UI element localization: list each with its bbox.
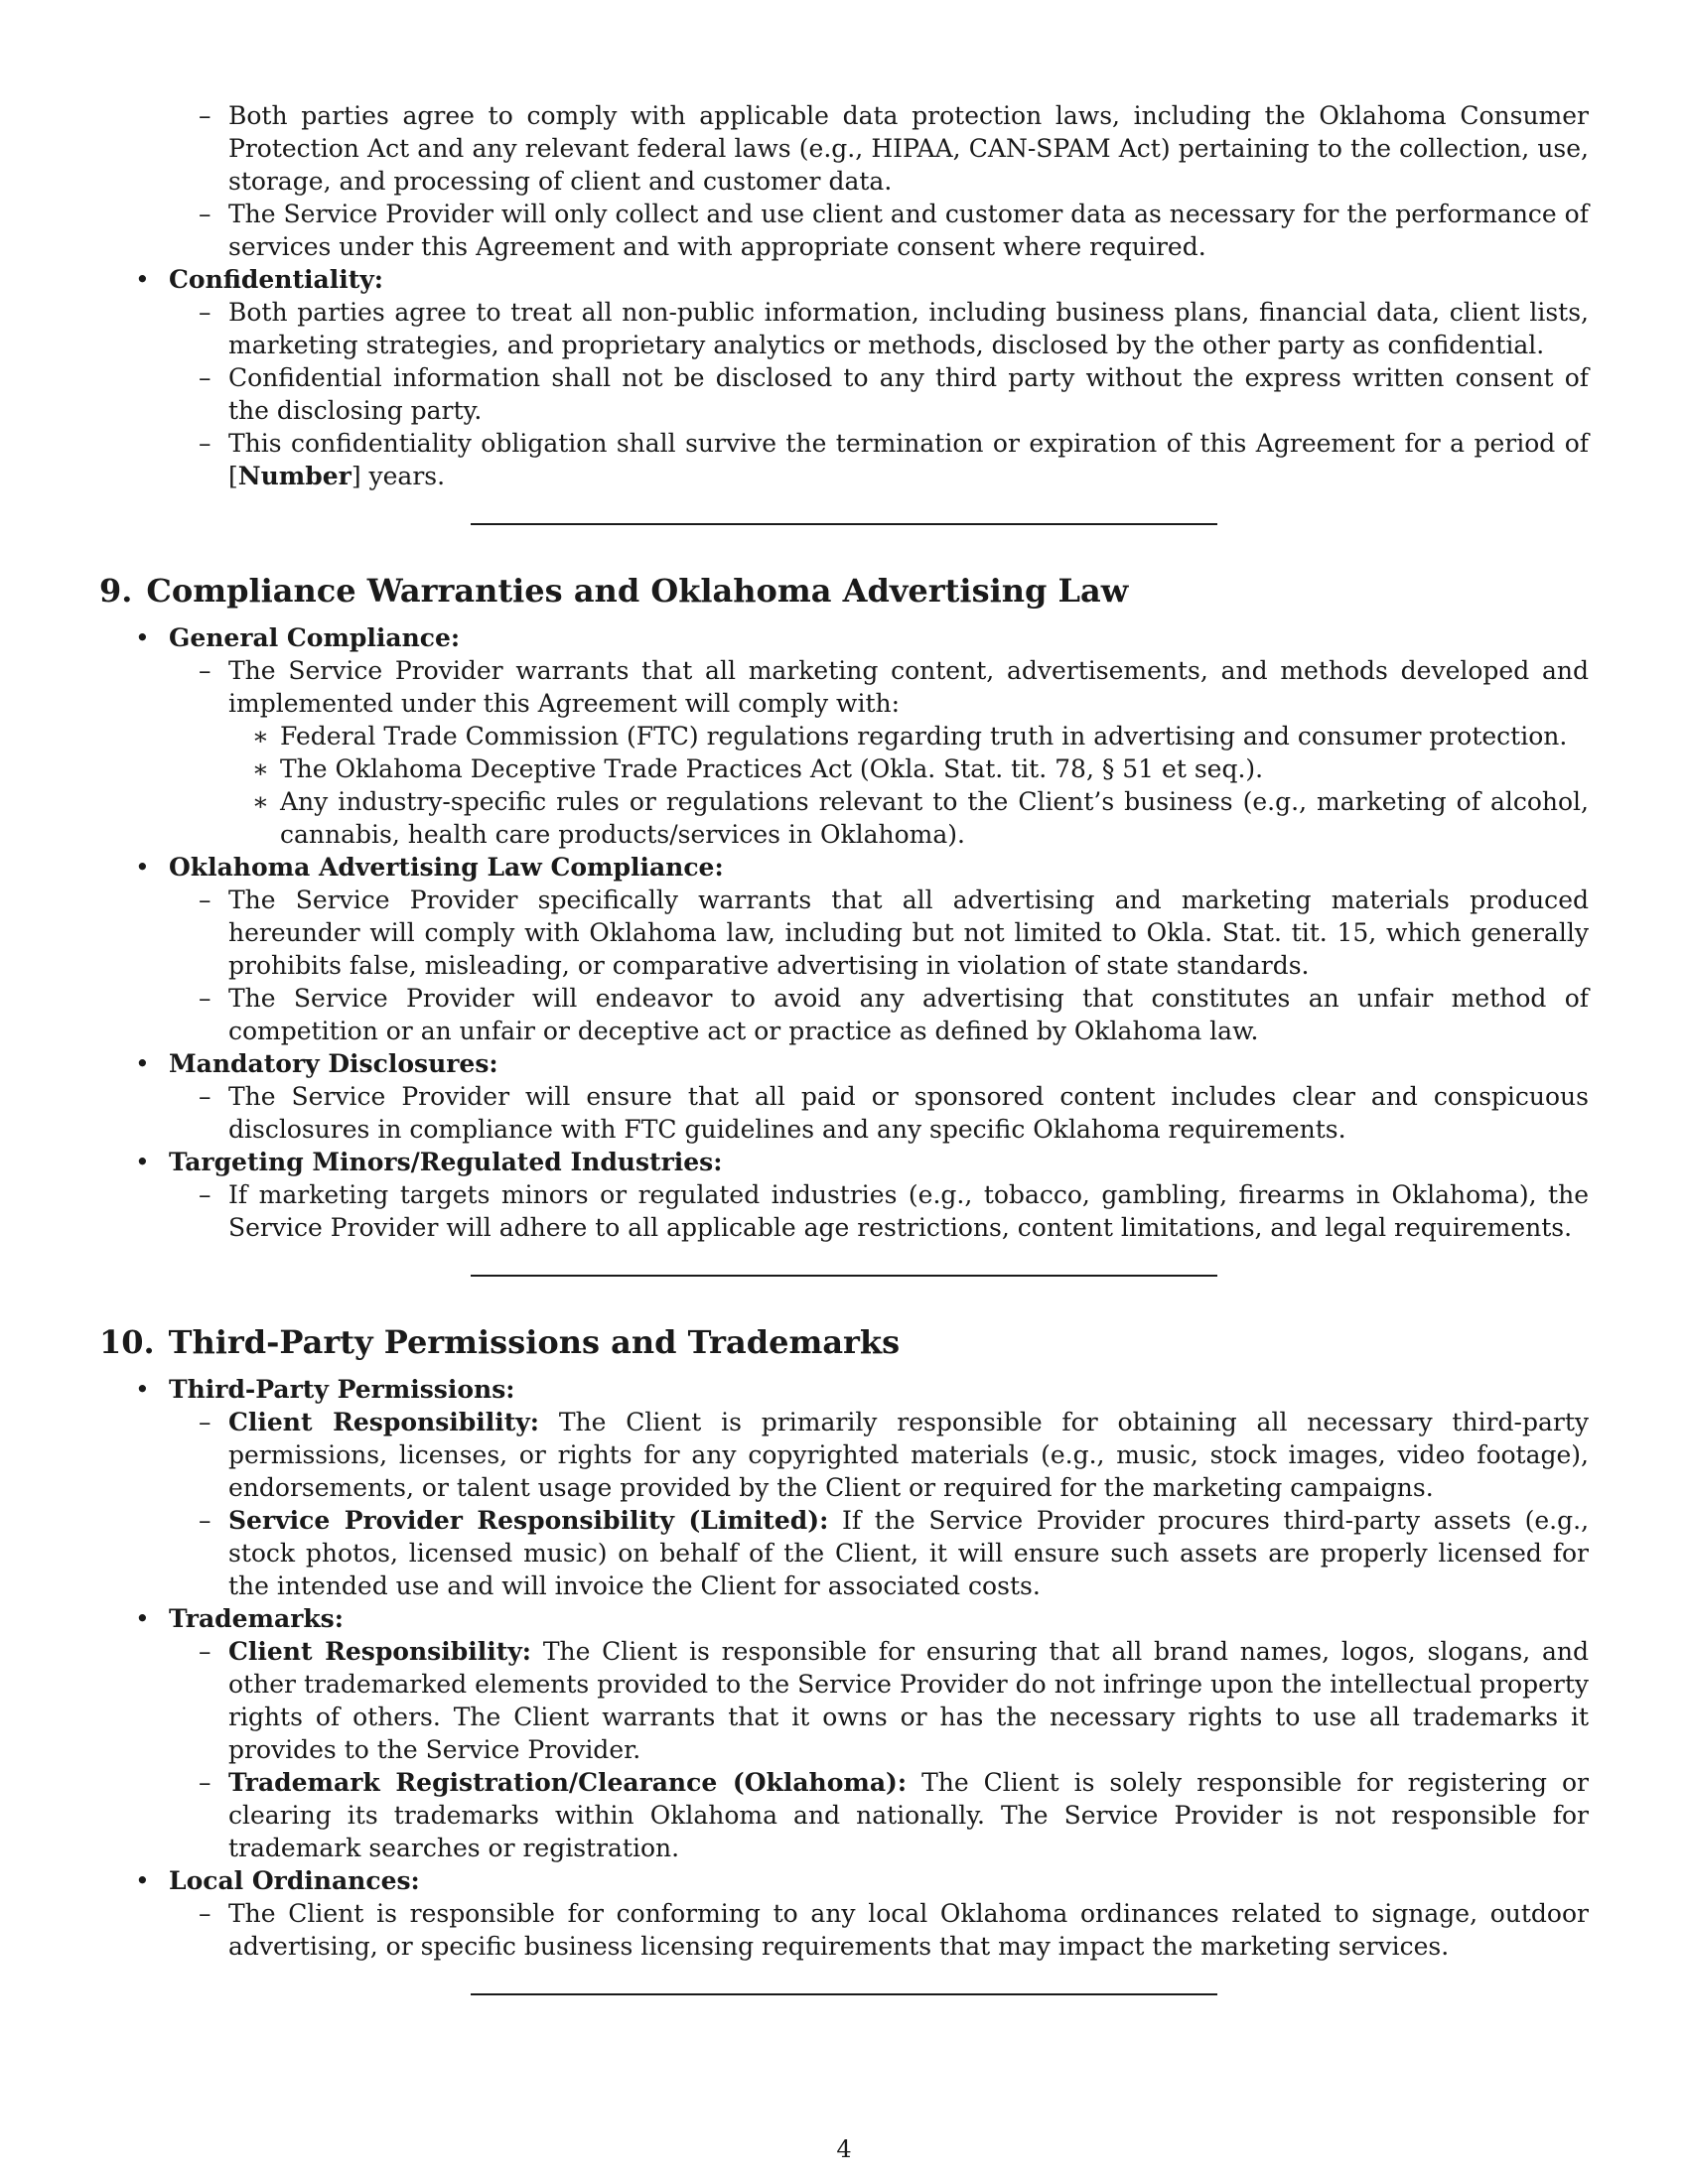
section-9-list (99, 621, 1589, 1244)
document-page (99, 99, 1589, 1995)
general-compliance-heading: General Compliance: (169, 623, 461, 652)
list-item: – The Service Provider will ensure that all paid or sponsored content includes clear and conspicuous disclosures in compliance with FTC guidelines and any specific Oklahoma requirements. (199, 1082, 1589, 1144)
list-item: – Client Responsibility: The Client is primarily responsible for obtaining all necessary third-party permissions, licenses, or rights for any copyrighted materials (e.g., music, stock images, video footage), endorsements, or talent usage provided by the Client or required for the marketing campaigns. (199, 1408, 1589, 1502)
targeting-minors-heading: Targeting Minors/Regulated Industries: (169, 1148, 723, 1176)
targeting-minors-item (99, 1146, 1589, 1244)
list-item: – Service Provider Responsibility (Limited): If the Service Provider procures third-party assets (e.g., stock photos, licensed music) on behalf of the Client, it will ensure such assets are properly licensed for the intended use and will invoice the Client for associated costs. (199, 1506, 1590, 1600)
list-item: ∗ Any industry-specific rules or regulations relevant to the Client’s business (e.g., marketing of alcohol, cannabis, health care products/services in Oklahoma). (252, 787, 1589, 849)
data-protection-item (99, 99, 1589, 263)
list-item: – Client Responsibility: The Client is responsible for ensuring that all brand names, logos, slogans, and other trademarked elements provided to the Service Provider do not infringe upon the intellectual property rights of others. The Client warrants that it owns or has the necessary rights to use all trademarks it provides to the Service Provider. (199, 1637, 1590, 1764)
bullet-icon: • (135, 623, 150, 652)
bullet-icon: • (135, 1604, 150, 1633)
asterisk-icon: ∗ (252, 754, 269, 783)
mandatory-disclosures-heading: Mandatory Disclosures: (169, 1049, 498, 1078)
third-party-permissions-item (99, 1373, 1589, 1602)
list-item: – The Service Provider specifically warrants that all advertising and marketing materials produced hereunder will comply with Oklahoma law, including but not limited to Okla. Stat. tit. 15, which generally prohibits false, misleading, or comparative advertising in violation of state standards. (199, 886, 1589, 980)
asterisk-icon: ∗ (252, 787, 269, 816)
oklahoma-compliance-heading: Oklahoma Advertising Law Compliance: (169, 853, 724, 882)
section-divider (471, 523, 1217, 525)
confidentiality-item (99, 263, 1589, 492)
confidentiality-heading: Confidentiality: (169, 265, 384, 294)
intro-list (99, 99, 1589, 492)
asterisk-icon: ∗ (252, 722, 269, 751)
list-item: – Confidential information shall not be disclosed to any third party without the express written consent of the disclosing party. (199, 363, 1589, 425)
local-ordinances-heading: Local Ordinances: (169, 1866, 420, 1895)
section-10-list (99, 1373, 1589, 1963)
trademarks-heading: Trademarks: (169, 1604, 344, 1633)
bullet-icon: • (135, 1049, 150, 1078)
local-ordinances-item (99, 1864, 1589, 1963)
oklahoma-compliance-item (99, 851, 1589, 1047)
compliance-sublist (228, 720, 1589, 851)
section-divider (471, 1993, 1217, 1995)
list-item: – Both parties agree to treat all non-public information, including business plans, financial data, client lists, marketing strategies, and proprietary analytics or methods, disclosed by the other party as confidential. (199, 298, 1589, 359)
third-party-permissions-heading: Third-Party Permissions: (169, 1375, 515, 1404)
bullet-icon: • (135, 1148, 150, 1176)
number-placeholder: Number (237, 462, 352, 490)
list-item: ∗ Federal Trade Commission (FTC) regulations regarding truth in advertising and consumer protection. (252, 722, 1568, 751)
list-item: – Trademark Registration/Clearance (Oklahoma): The Client is solely responsible for registering or clearing its trademarks within Oklahoma and nationally. The Service Provider is not responsible for trademark searches or registration. (199, 1768, 1589, 1862)
section-10-title: 10. Third-Party Permissions and Trademarks (99, 1323, 901, 1361)
page-number: 4 (836, 2135, 852, 2163)
trademarks-item (99, 1602, 1589, 1864)
bullet-icon: • (135, 1375, 150, 1404)
list-item: – The Client is responsible for conforming to any local Oklahoma ordinances related to signage, outdoor advertising, or specific business licensing requirements that may impact the marketing services. (199, 1899, 1589, 1961)
bullet-icon: • (135, 1866, 150, 1895)
list-item: – If marketing targets minors or regulated industries (e.g., tobacco, gambling, firearms in Oklahoma), the Service Provider will adhere to all applicable age restrictions, content limitations, and legal requirements. (199, 1180, 1589, 1242)
section-divider (471, 1275, 1217, 1277)
list-item: – The Service Provider will endeavor to avoid any advertising that constitutes an unfair method of competition or an unfair or deceptive act or practice as defined by Oklahoma law. (199, 984, 1589, 1045)
list-item: ∗ The Oklahoma Deceptive Trade Practices Act (Okla. Stat. tit. 78, § 51 et seq.). (252, 754, 1264, 783)
bullet-icon: • (135, 265, 150, 294)
mandatory-disclosures-item (99, 1047, 1589, 1146)
list-item: – This confidentiality obligation shall survive the termination or expiration of this Agreement for a period of [Number] years. (199, 429, 1589, 490)
section-9-title: 9. Compliance Warranties and Oklahoma Advertising Law (99, 572, 1129, 610)
data-protection-sublist (169, 99, 1589, 263)
bullet-icon: • (135, 853, 150, 882)
list-item: – The Service Provider warrants that all marketing content, advertisements, and methods developed and implemented under this Agreement will comply with: ∗ Federal Trade Commission (FTC) regulations regarding truth in advertising and consumer protection. ∗ The Oklahoma Deceptive Trade Practices Act (Okla. Stat. tit. 78, § 51 et seq.). ∗ Any industry-specific rules or regulations relevant to the Client’s business (e.g., marketing of alcohol, cannabis, health care products/services in Oklahoma). (199, 656, 1589, 849)
list-item: – Both parties agree to comply with applicable data protection laws, including the Oklahoma Consumer Protection Act and any relevant federal laws (e.g., HIPAA, CAN-SPAM Act) pertaining to the collection, use, storage, and processing of client and customer data. (199, 101, 1589, 196)
general-compliance-item (99, 621, 1589, 851)
confidentiality-sublist (169, 296, 1589, 492)
list-item: – The Service Provider will only collect and use client and customer data as necessary for the performance of services under this Agreement and with appropriate consent where required. (199, 200, 1589, 261)
